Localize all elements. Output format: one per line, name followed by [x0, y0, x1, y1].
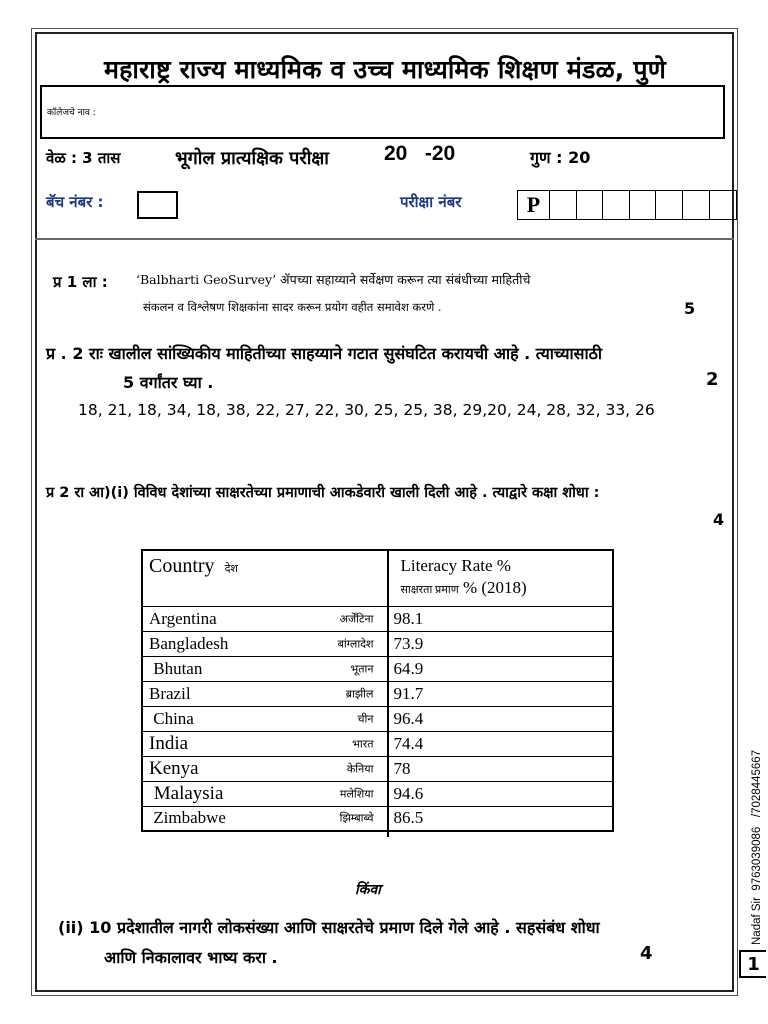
batch-number-box[interactable]	[137, 191, 178, 219]
exam-number-label: परीक्षा नंबर	[400, 193, 462, 211]
header-divider	[35, 238, 734, 240]
exam-year: 20 -20	[384, 142, 456, 165]
country-column-header: Country देश	[142, 550, 388, 606]
table-row	[142, 631, 613, 656]
q3-text: प्र 2 रा आ)(i) विविध देशांच्या साक्षरतेच्या प्रमाणाची आकडेवारी खाली दिली आहे . त्याद्वारे कक्षा शोधा :	[46, 485, 600, 501]
q2-data-series: 18, 21, 18, 34, 18, 38, 22, 27, 22, 30, 25, 25, 38, 29,20, 24, 28, 32, 33, 26	[78, 401, 655, 419]
exam-title: भूगोल प्रात्यक्षिक परीक्षा	[175, 148, 329, 169]
country-name: Malaysia	[149, 782, 224, 804]
q4-marks: 4	[640, 943, 653, 964]
table-row	[142, 681, 613, 706]
table-row	[142, 706, 613, 731]
table-row	[142, 606, 613, 631]
page-number: 1	[739, 950, 766, 978]
country-name-mr: भारत	[352, 737, 374, 750]
literacy-rate-value: 91.7	[388, 681, 613, 706]
country-name-mr: बांग्लादेश	[337, 637, 374, 650]
q1-text-line2: संकलन व विश्लेषण शिक्षकांना सादर करून प्रयोग वहीत समावेश करणे .	[143, 300, 442, 314]
exam-number-prefix: P	[518, 191, 550, 219]
q1-label: प्र 1 ला :	[53, 273, 108, 291]
literacy-rate-value: 98.1	[388, 606, 613, 631]
literacy-rate-header-en: Literacy Rate %	[400, 556, 511, 576]
country-header-mr: देश	[224, 563, 238, 575]
literacy-rate-value: 74.4	[388, 731, 613, 756]
country-name-mr: ब्राझील	[345, 687, 374, 700]
exam-number-boxes[interactable]	[517, 190, 737, 220]
board-title: महाराष्ट्र राज्य माध्यमिक व उच्च माध्यमिक शिक्षण मंडळ, पुणे	[103, 55, 667, 84]
country-name: Brazil	[149, 683, 191, 703]
country-name-mr: अर्जेंटिना	[339, 612, 374, 625]
country-name-mr: भूतान	[350, 662, 374, 675]
q2-marks: 2	[706, 369, 719, 390]
exam-number-cell[interactable]	[550, 191, 577, 219]
literacy-rate-value: 94.6	[388, 781, 613, 806]
literacy-rate-column-header	[388, 550, 613, 606]
exam-number-cell[interactable]	[656, 191, 683, 219]
literacy-rate-value: 78	[388, 756, 613, 781]
q1-text-line1: ‘Balbharti GeoSurvey’ ॲपच्या सहाय्याने सर्वेक्षण करून त्या संबंधीच्या माहितीचे	[136, 272, 531, 287]
total-marks-label: गुण : 20	[530, 148, 591, 167]
table-row	[142, 806, 613, 831]
table-row	[142, 756, 613, 781]
table-header-row	[142, 550, 613, 606]
country-name: India	[149, 732, 189, 754]
literacy-rate-header-year: % (2018)	[462, 578, 527, 598]
country-name: Zimbabwe	[149, 808, 226, 828]
literacy-rate-value: 73.9	[388, 631, 613, 656]
country-name-mr: केनिया	[346, 762, 374, 775]
q4-text-line2: आणि निकालावर भाष्य करा .	[104, 948, 278, 967]
exam-number-cell[interactable]	[630, 191, 657, 219]
page-inner-border	[35, 32, 734, 992]
q3-marks: 4	[713, 510, 725, 529]
literacy-rate-header-mr: साक्षरता प्रमाण	[400, 584, 459, 597]
literacy-rate-value: 86.5	[388, 806, 613, 831]
table-row	[142, 656, 613, 681]
exam-number-cell[interactable]	[683, 191, 710, 219]
table-row	[142, 731, 613, 756]
q2-text-line1: प्र . 2 राः खालील सांख्यिकीय माहितीच्या साहय्याने गटात सुसंघटित करायची आहे . त्याच्यासाठी	[46, 344, 603, 363]
q2-text-line2: 5 वर्गांतर घ्या .	[123, 373, 214, 392]
author-contact-vertical: Nadaf Sir 9763039086 /7028445667	[751, 749, 763, 945]
time-label: वेळ : 3 तास	[46, 149, 121, 167]
country-name: China	[149, 708, 194, 728]
or-separator: किंवा	[355, 882, 381, 898]
q4-text-line1: (ii) 10 प्रदेशातील नागरी लोकसंख्या आणि साक्षरतेचे प्रमाण दिले गेले आहे . सहसंबंध शोधा	[58, 918, 600, 937]
country-name: Bhutan	[149, 658, 203, 678]
college-name-box[interactable]	[40, 85, 725, 139]
exam-number-cell[interactable]	[577, 191, 604, 219]
table-column-divider	[387, 551, 389, 837]
literacy-table	[141, 549, 614, 832]
country-name: Argentina	[149, 608, 217, 628]
college-name-label: कॉलेजचे नाव :	[47, 108, 96, 118]
exam-number-cell[interactable]	[603, 191, 630, 219]
exam-number-cell[interactable]	[710, 191, 737, 219]
table-row	[142, 781, 613, 806]
country-name: Kenya	[149, 757, 199, 779]
country-name-mr: झिम्बाब्वे	[339, 811, 374, 825]
batch-number-label: बॅच नंबर :	[46, 193, 104, 211]
q1-marks: 5	[684, 299, 696, 318]
country-name-mr: मलेशिया	[339, 787, 374, 800]
literacy-rate-value: 96.4	[388, 706, 613, 731]
literacy-rate-value: 64.9	[388, 656, 613, 681]
country-name-mr: चीन	[357, 712, 374, 725]
country-name: Bangladesh	[149, 633, 229, 653]
